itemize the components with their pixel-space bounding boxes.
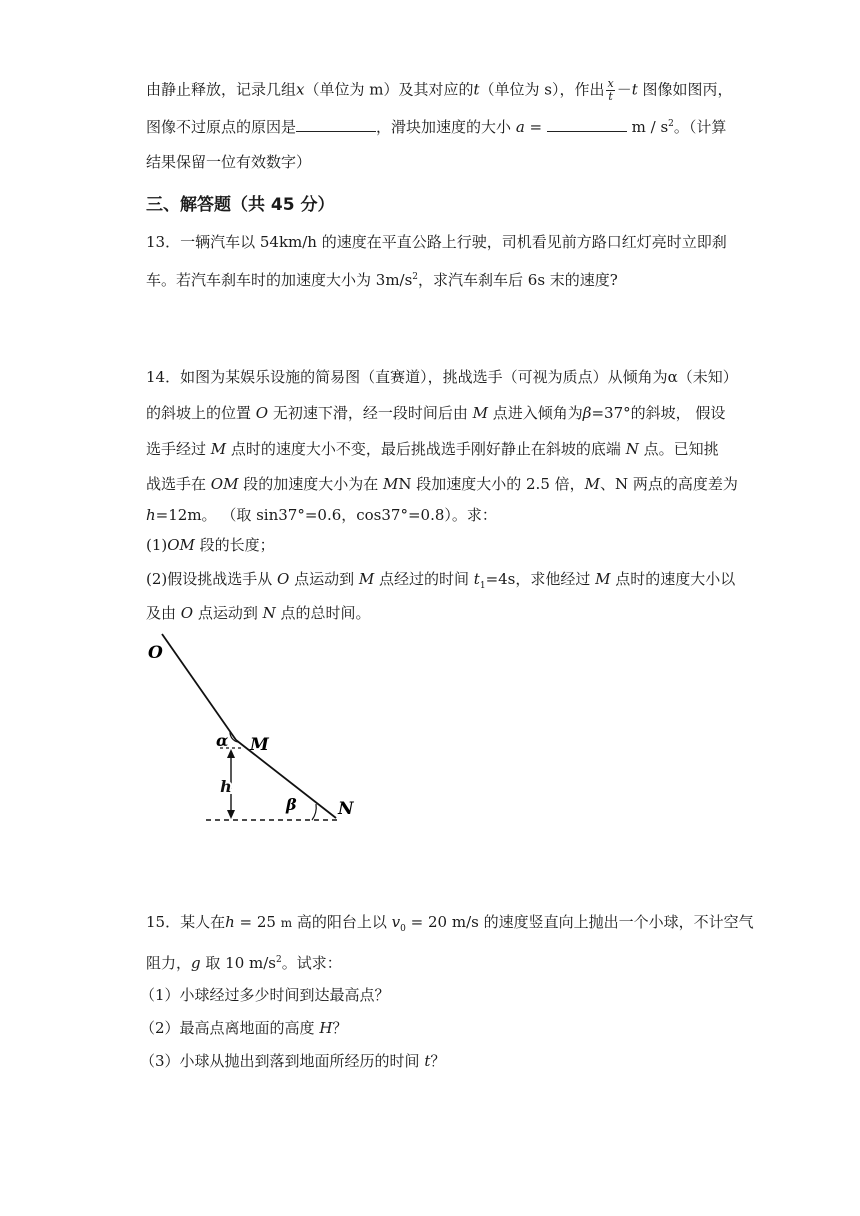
text: ？ bbox=[332, 1019, 348, 1037]
fraction-numerator: x bbox=[607, 77, 614, 90]
subscript: 0 bbox=[400, 924, 406, 934]
var-N: N bbox=[625, 440, 639, 458]
slope-diagram bbox=[140, 630, 370, 830]
text: 点运动到 bbox=[193, 604, 263, 622]
text: 。（计算 bbox=[673, 118, 727, 136]
text: （单位为 s），作出 bbox=[479, 80, 605, 99]
text: 图像不过原点的原因是 bbox=[146, 118, 297, 136]
text: 点的总时间。 bbox=[275, 604, 371, 622]
var-O: O bbox=[255, 404, 269, 422]
var-OM: OM bbox=[210, 475, 239, 493]
var-M: M bbox=[382, 475, 399, 493]
var-a: a bbox=[515, 118, 525, 136]
text: 13．一辆汽车以 54km/h 的速度在平直公路上行驶，司机看见前方路口红灯亮时立即刹 bbox=[146, 233, 727, 251]
q14-line-2 bbox=[146, 403, 725, 423]
text: 点经过的时间 bbox=[374, 570, 474, 588]
var-M: M bbox=[358, 570, 375, 588]
text: 段的加速度大小为在 bbox=[238, 475, 383, 493]
fraction-denominator: t bbox=[608, 90, 613, 103]
text: 选手经过 bbox=[146, 440, 211, 458]
q12-line-3 bbox=[146, 152, 311, 172]
var-OM: OM bbox=[167, 536, 195, 554]
text: 由静止释放，记录几组 bbox=[146, 80, 297, 99]
text: （3）小球从抛出到落到地面所经历的时间 bbox=[140, 1052, 425, 1070]
text: 车。若汽车刹车时的加速度大小为 3m/s bbox=[146, 271, 413, 289]
var-v: v bbox=[391, 913, 401, 931]
text: =12m。 （取 sin37°=0.6，cos37°=0.8）。求： bbox=[155, 506, 497, 524]
q12-line-1 bbox=[146, 78, 733, 103]
var-beta: β bbox=[582, 404, 592, 422]
q14-line-1 bbox=[146, 367, 738, 387]
text: （2）最高点离地面的高度 bbox=[140, 1019, 320, 1037]
text: 及由 bbox=[146, 604, 181, 622]
label-alpha: α bbox=[216, 731, 229, 750]
answer-blank-2[interactable] bbox=[547, 117, 627, 132]
angle-beta-arc bbox=[312, 804, 316, 820]
q14-line-8 bbox=[146, 603, 371, 623]
text: 图像如图丙， bbox=[637, 80, 733, 99]
var-M: M bbox=[584, 475, 600, 493]
answer-blank-1[interactable] bbox=[296, 117, 376, 132]
var-M: M bbox=[472, 404, 488, 422]
var-x: x bbox=[296, 80, 305, 99]
slope-OM bbox=[162, 634, 236, 740]
q15-line-4 bbox=[140, 1018, 347, 1038]
text: ，求汽车刹车后 6s 末的速度? bbox=[418, 271, 618, 289]
q15-line-3 bbox=[140, 985, 390, 1005]
label-h: h bbox=[220, 777, 232, 796]
text: (1) bbox=[146, 536, 168, 554]
subscript: 1 bbox=[479, 581, 486, 591]
text: 14．如图为某娱乐设施的简易图（直赛道），挑战选手（可视为质点）从倾角为α（未知） bbox=[146, 368, 738, 386]
text: = 20 m/s 的速度竖直向上抛出一个小球，不计空气 bbox=[405, 913, 754, 931]
text: 结果保留一位有效数字） bbox=[146, 153, 312, 171]
var-t: t bbox=[473, 80, 480, 99]
q15-line-1 bbox=[146, 912, 754, 933]
text: N 段加速度大小的 2.5 倍， bbox=[398, 475, 585, 493]
q13-line-2 bbox=[146, 270, 618, 290]
var-h: h bbox=[225, 913, 235, 931]
text: 阻力， bbox=[146, 954, 192, 972]
var-h: h bbox=[146, 506, 156, 524]
unit: m bbox=[280, 916, 293, 930]
text: 战选手在 bbox=[146, 475, 211, 493]
text: 点进入倾角为 bbox=[488, 404, 583, 422]
text: 点时的速度大小不变，最后挑战选手刚好静止在斜坡的底端 bbox=[226, 440, 626, 458]
text: 、N 两点的高度差为 bbox=[600, 475, 738, 493]
text: 点运动到 bbox=[289, 570, 359, 588]
section-heading: 三、解答题（共 45 分） bbox=[146, 195, 335, 215]
equals: = bbox=[524, 118, 547, 136]
unit: m / s bbox=[626, 118, 669, 136]
var-H: H bbox=[319, 1019, 333, 1037]
var-t: t bbox=[631, 80, 638, 99]
q12-line-2 bbox=[146, 117, 726, 137]
fraction-x-over-t bbox=[606, 78, 614, 103]
superscript: 2 bbox=[412, 272, 419, 282]
q14-line-7 bbox=[146, 569, 735, 589]
text: =37°的斜坡， 假设 bbox=[591, 404, 726, 422]
text: ？ bbox=[430, 1052, 446, 1070]
q14-line-3 bbox=[146, 439, 719, 459]
var-t: t bbox=[473, 570, 480, 588]
text: = 25 bbox=[234, 913, 281, 931]
text: 无初速下滑，经一段时间后由 bbox=[268, 404, 473, 422]
text: （单位为 m）及其对应的 bbox=[304, 80, 474, 99]
text: 取 10 m/s bbox=[200, 954, 276, 972]
text: 的斜坡上的位置 bbox=[146, 404, 256, 422]
text: 高的阳台上以 bbox=[292, 913, 392, 931]
var-M: M bbox=[210, 440, 227, 458]
q14-line-4 bbox=[146, 474, 738, 494]
text: =4s，求他经过 bbox=[485, 570, 596, 588]
var-O: O bbox=[180, 604, 194, 622]
superscript: 2 bbox=[668, 119, 674, 129]
text: 段的长度； bbox=[194, 536, 275, 554]
minus: － bbox=[616, 80, 632, 99]
text: 点。已知挑 bbox=[638, 440, 719, 458]
text: ，滑块加速度的大小 bbox=[376, 118, 512, 136]
var-t: t bbox=[424, 1052, 431, 1070]
q13-line-1 bbox=[146, 232, 727, 252]
label-beta: β bbox=[286, 795, 297, 814]
var-g: g bbox=[191, 954, 201, 972]
height-arrow-up-head bbox=[227, 749, 235, 758]
label-O: O bbox=[148, 643, 163, 663]
q15-line-5 bbox=[140, 1051, 445, 1071]
var-O: O bbox=[277, 570, 290, 588]
q14-line-5 bbox=[146, 505, 497, 525]
text: (2)假设挑战选手从 bbox=[146, 570, 278, 588]
height-arrow-down-head bbox=[227, 810, 235, 819]
var-N: N bbox=[262, 604, 276, 622]
q14-line-6 bbox=[146, 535, 275, 555]
var-M: M bbox=[595, 570, 611, 588]
label-N: N bbox=[338, 799, 354, 819]
q15-line-2 bbox=[146, 953, 342, 973]
text: 点时的速度大小以 bbox=[610, 570, 736, 588]
text: 15．某人在 bbox=[146, 913, 226, 931]
superscript: 2 bbox=[276, 955, 282, 965]
text: 。试求： bbox=[281, 954, 342, 972]
label-M: M bbox=[250, 735, 269, 755]
text: （1）小球经过多少时间到达最高点？ bbox=[140, 986, 390, 1004]
